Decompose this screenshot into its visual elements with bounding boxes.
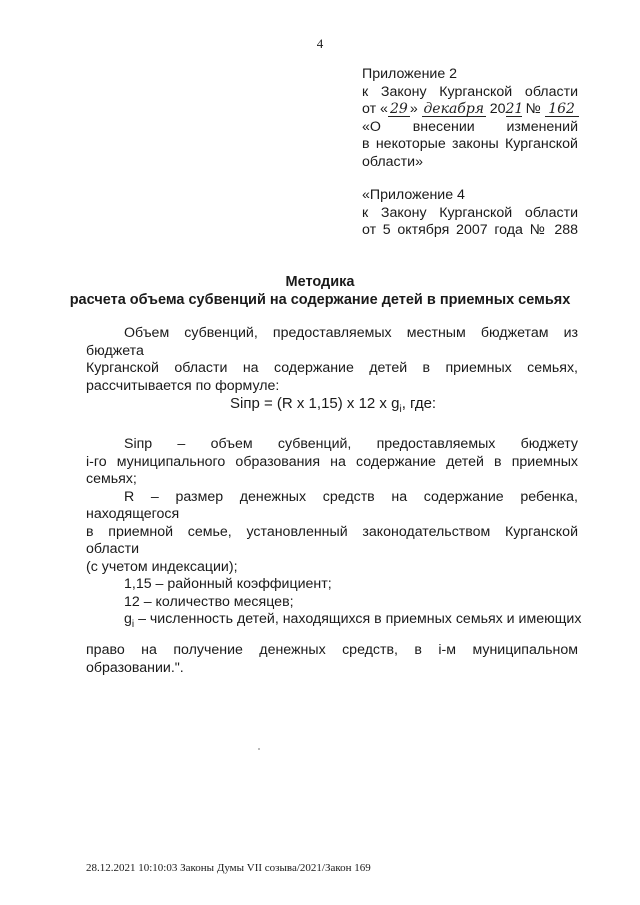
formula-subscript: i (399, 404, 402, 415)
appendix-2-law-line: к Закону Курганской области (362, 83, 578, 100)
def-gi-text: – численность детей, находящихся в приемных семьях и имеющих (134, 611, 582, 627)
def-r-line3: (с учетом индексации); (86, 558, 238, 575)
date-quote-close: » (409, 101, 418, 117)
def-r-line2: в приемной семье, установленный законодательством Курганской области (86, 523, 578, 557)
definitions (86, 436, 582, 677)
appendix-2-block (362, 66, 578, 171)
def-gi-subscript: i (131, 618, 135, 630)
def-siпр-line2: i-го муниципального образования на содержание детей в приемных (86, 453, 578, 470)
appendix-4-block (362, 187, 578, 240)
formula (230, 395, 436, 415)
intro-line3: рассчитывается по формуле: (86, 377, 280, 394)
date-prefix: от « (362, 101, 388, 117)
intro-line1: Объем субвенций, предоставляемых местным бюджетам из бюджета (86, 325, 578, 359)
handwritten-month: декабря (423, 101, 485, 117)
appendix-2-date-line (362, 101, 578, 119)
number-sign: № (521, 101, 545, 117)
year-prefix: 20 (489, 101, 506, 117)
method-subtitle: расчета объема субвенций на содержание детей в приемных семьях (69, 292, 571, 308)
appendix-4-title: «Приложение 4 (362, 187, 465, 203)
def-gi-var: g (124, 611, 132, 627)
scan-speck (258, 748, 260, 750)
def-r-line1: R – размер денежных средств на содержание ребенка, находящегося (86, 488, 578, 522)
appendix-2-title: Приложение 2 (362, 66, 458, 82)
handwritten-law-number: 162 (545, 102, 579, 117)
formula-expression: Siпр = (R x 1,15) x 12 x g (230, 395, 400, 412)
appendix-2-subject-line3: области» (362, 153, 423, 170)
intro-paragraph (86, 325, 578, 395)
def-siпр-line3: семьях; (86, 471, 137, 487)
appendix-4-law-line: к Закону Курганской области (362, 204, 578, 221)
appendix-4-date-line: от 5 октября 2007 года № 288 (362, 222, 578, 238)
appendix-2-subject-line1: «О внесении изменений (362, 118, 578, 135)
document-footer: 28.12.2021 10:10:03 Законы Думы VII созыва/2021/Закон 169 (86, 862, 371, 874)
appendix-2-subject-line2: в некоторые законы Курганской (362, 136, 578, 152)
handwritten-year: 21 (505, 101, 524, 117)
def-gi-line3: образовании.". (86, 659, 184, 676)
def-siпр-line1: Siпр – объем субвенций, предоставляемых бюджету (124, 436, 578, 452)
intro-line2: Курганской области на содержание детей в приемных семьях, (86, 360, 578, 376)
def-coefficient: 1,15 – районный коэффициент; (124, 576, 332, 592)
handwritten-day: 29 (388, 102, 410, 117)
formula-tail: , где: (401, 395, 437, 412)
method-title: Методика (285, 274, 355, 290)
def-months: 12 – количество месяцев; (124, 593, 294, 610)
def-gi-line1 (86, 611, 582, 633)
page-number: 4 (316, 36, 324, 51)
def-gi-line2: право на получение денежных средств, в i-м муниципальном (86, 642, 578, 659)
